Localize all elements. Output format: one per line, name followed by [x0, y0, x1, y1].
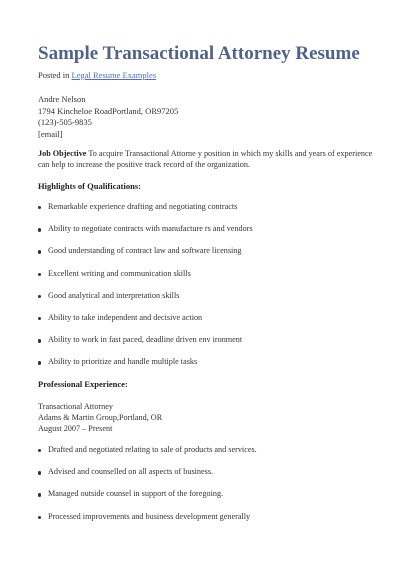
list-item: Ability to work in fast paced, deadline driven env ironment [38, 335, 253, 357]
bullet-icon [38, 471, 41, 474]
job-objective [38, 148, 373, 170]
contact-block [38, 94, 178, 140]
bullet-icon [38, 228, 41, 231]
bullet-icon [38, 317, 41, 320]
bullet-icon [38, 339, 41, 342]
qualifications-list [38, 202, 253, 380]
job-dates: August 2007 – Present [38, 424, 113, 433]
list-item: Managed outside counsel in support of the foregoing. [38, 489, 257, 511]
experience-list [38, 445, 257, 534]
list-item: Drafted and negotiated relating to sale of products and services. [38, 445, 257, 467]
list-item: Good understanding of contract law and software licensing [38, 246, 253, 268]
objective-label: Job Objective [38, 149, 87, 158]
list-item: Good analytical and interpretation skills [38, 291, 253, 313]
contact-address: 1794 Kincheloe RoadPortland, OR97205 [38, 105, 179, 116]
contact-email: [email] [38, 128, 63, 139]
contact-name: Andre Nelson [38, 94, 86, 104]
list-item: Processed improvements and business development generally [38, 512, 257, 534]
bullet-icon [38, 361, 41, 364]
list-item: Excellent writing and communication skills [38, 269, 253, 291]
list-item: Advised and counselled on all aspects of business. [38, 467, 257, 489]
bullet-icon [38, 295, 41, 298]
bullet-icon [38, 273, 41, 276]
experience-heading: Professional Experience: [38, 379, 128, 389]
category-link[interactable]: Legal Resume Examples [71, 70, 157, 80]
bullet-icon [38, 516, 41, 519]
job-header [38, 401, 162, 434]
list-item: Ability to negotiate contracts with manufacture rs and vendors [38, 224, 253, 246]
bullet-icon [38, 206, 41, 209]
list-item: Remarkable experience drafting and negotiating contracts [38, 202, 253, 224]
document-title: Sample Transactional Attorney Resume [38, 43, 360, 64]
bullet-icon [38, 250, 41, 253]
posted-in-line [38, 70, 156, 80]
list-item: Ability to take independent and decisive action [38, 313, 253, 335]
list-item: Ability to prioritize and handle multiple tasks [38, 357, 253, 379]
posted-prefix: Posted in [38, 70, 70, 80]
bullet-icon [38, 449, 41, 452]
job-company: Adams & Martin Group,Portland, OR [38, 413, 163, 422]
bullet-icon [38, 493, 41, 496]
objective-text: To acquire Transactional Attorne y position in which my skills and years of experience can help to increase the positive track record of the organization. [38, 149, 373, 169]
qualifications-heading: Highlights of Qualifications: [38, 181, 141, 191]
contact-phone: (123)-505-9835 [38, 117, 92, 128]
job-title: Transactional Attorney [38, 402, 113, 411]
